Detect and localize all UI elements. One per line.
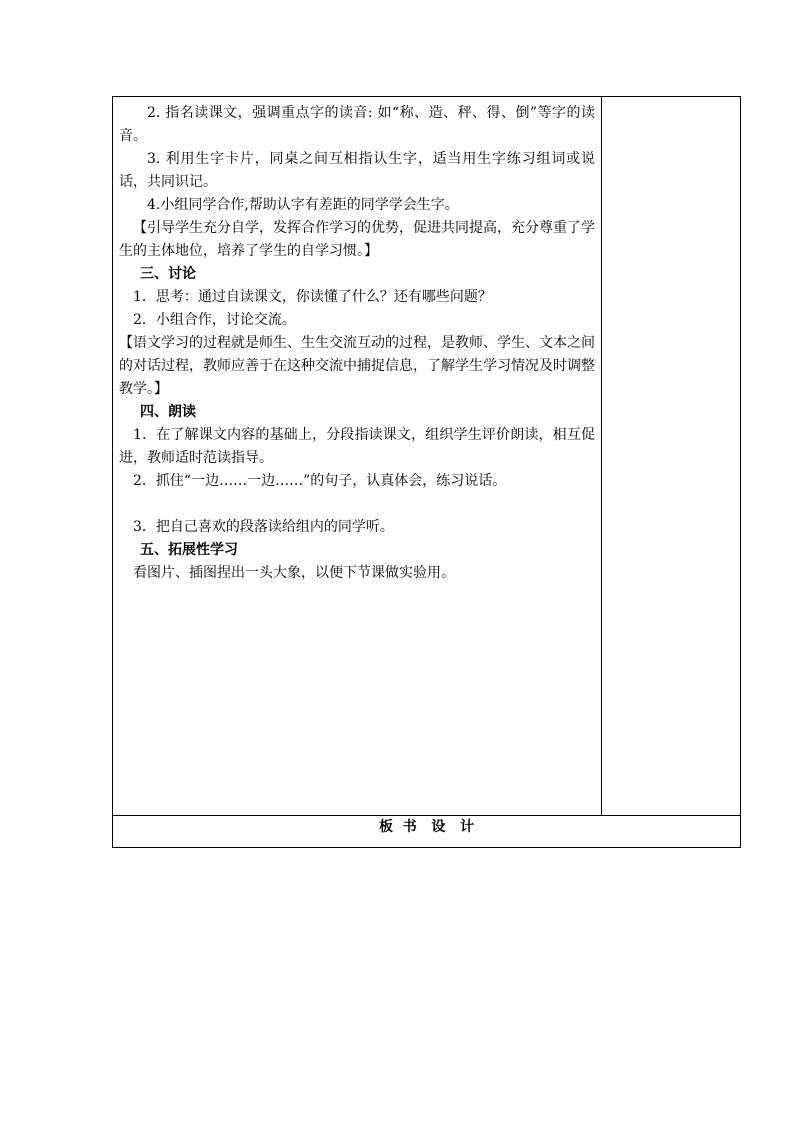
discussion-item-group: 2．小组合作，讨论交流。 [133, 312, 296, 328]
reading-item-segments: 1．在了解课文内容的基础上，分段指读课文，组织学生评价朗读，相互促进，教师适时范读指导。 [119, 427, 595, 466]
lesson-content-cell [113, 97, 602, 816]
notes-cell [602, 97, 741, 816]
extension-item-elephant: 看图片、插图捏出一头大象，以便下节课做实验用。 [133, 565, 455, 581]
blank-line [119, 493, 595, 516]
paragraph-word-cards: 3. 利用生字卡片，同桌之间互相指认生字，适当用生字练习组词或说话，共同识记。 [119, 151, 595, 190]
paragraph-guidance-note: 【引导学生充分自学，发挥合作学习的优势，促进共同提高，充分尊重了学生的主体地位，培养了学生的自学习惯。】 [119, 220, 595, 259]
footer-row [113, 816, 741, 848]
section-heading-extension: 五、拓展性学习 [140, 542, 238, 558]
board-design-title: 板 书 设 计 [379, 819, 474, 835]
section-heading-discussion: 三、讨论 [140, 266, 196, 282]
paragraph-read-aloud: 2. 指名读课文，强调重点字的读音: 如“称、造、秤、得、倒”等字的读音。 [119, 105, 595, 144]
lesson-plan-table [112, 96, 741, 848]
discussion-note: 【语文学习的过程就是师生、生生交流互动的过程，是教师、学生、文本之间的对话过程，教师应善于在这种交流中捕捉信息，了解学生学习情况及时调整教学。】 [119, 335, 595, 397]
board-design-cell [113, 816, 741, 848]
paragraph-group-work: 4.小组同学合作,帮助认字有差距的同学学会生字。 [147, 197, 459, 213]
reading-item-sentences: 2．抓住“一边……一边……”的句子，认真体会，练习说话。 [133, 473, 507, 489]
reading-item-favorite: 3．把自己喜欢的段落读给组内的同学听。 [133, 519, 394, 535]
lesson-content [113, 97, 601, 585]
section-heading-reading: 四、朗读 [140, 404, 196, 420]
content-row [113, 97, 741, 816]
discussion-item-think: 1．思考：通过自读课文，你读懂了什么？还有哪些问题？ [133, 289, 492, 305]
